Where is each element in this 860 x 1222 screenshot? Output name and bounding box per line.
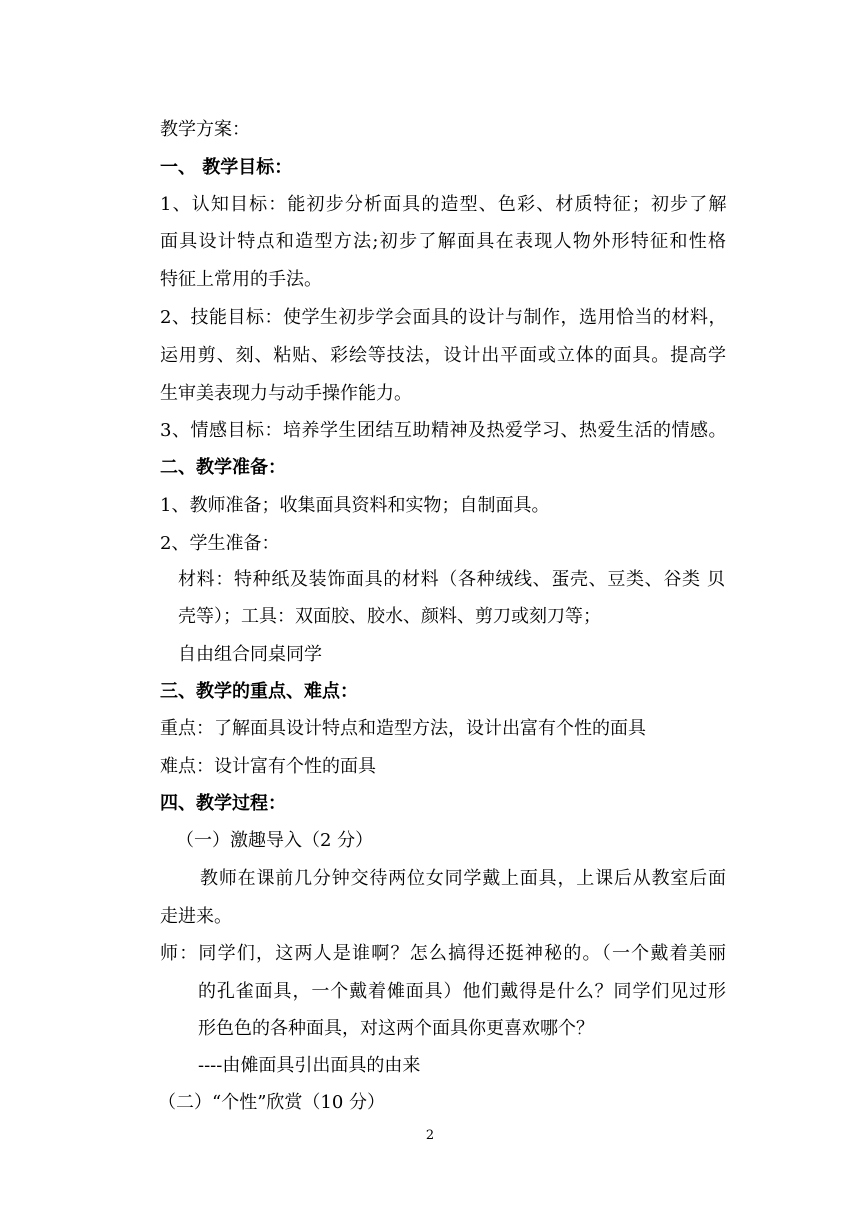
text-line: 难点：设计富有个性的面具: [160, 756, 376, 777]
text-line: 特征上常用的手法。: [160, 269, 322, 290]
text-line: 的孔雀面具，一个戴着傩面具）他们戴得是什么？同学们见过形: [198, 981, 727, 1002]
text-line: 走进来。: [160, 906, 232, 927]
text-line: （二）“个性”欣赏（10 分）: [158, 1092, 386, 1113]
text-line: 三、教学的重点、难点：: [160, 681, 358, 702]
text-line: 材料：特种纸及装饰面具的材料（各种绒线、蛋壳、豆类、谷类 贝: [178, 569, 726, 590]
text-line: 四、教学过程：: [160, 793, 286, 814]
text-line: 面具设计特点和造型方法;初步了解面具在表现人物外形特征和性格: [160, 231, 728, 252]
page-number: 2: [425, 1128, 435, 1143]
text-line: 教学方案：: [160, 119, 250, 140]
text-line: （一）激趣导入（2 分）: [176, 830, 374, 851]
text-line: 1、认知目标：能初步分析面具的造型、色彩、材质特征；初步了解: [160, 194, 728, 215]
text-line: 教师在课前几分钟交待两位女同学戴上面具，上课后从教室后面: [200, 868, 727, 889]
text-line: 自由组合同桌同学: [178, 644, 322, 665]
text-line: 重点：了解面具设计特点和造型方法，设计出富有个性的面具: [160, 718, 646, 739]
text-line: 形色色的各种面具，对这两个面具你更喜欢哪个？: [198, 1018, 594, 1039]
text-line: 二、教学准备：: [160, 457, 286, 478]
text-line: 3、情感目标：培养学生团结互助精神及热爱学习、热爱生活的情感。: [160, 420, 727, 441]
text-line: 2、学生准备：: [160, 533, 280, 554]
text-line: 1、教师准备；收集面具资料和实物；自制面具。: [160, 495, 550, 516]
text-line: 2、技能目标：使学生初步学会面具的设计与制作，选用恰当的材料，: [160, 307, 727, 328]
text-line: 师：同学们，这两人是谁啊？怎么搞得还挺神秘的。（一个戴着美丽: [160, 943, 728, 964]
text-line: 壳等）；工具：双面胶、胶水、颜料、剪刀或刻刀等；: [178, 606, 601, 627]
text-line: 生审美表现力与动手操作能力。: [160, 383, 412, 404]
text-line: 一、 教学目标：: [160, 157, 293, 178]
text-line: ----由傩面具引出面具的由来: [198, 1055, 421, 1076]
text-line: 运用剪、刻、粘贴、彩绘等技法，设计出平面或立体的面具。提高学: [160, 345, 727, 366]
